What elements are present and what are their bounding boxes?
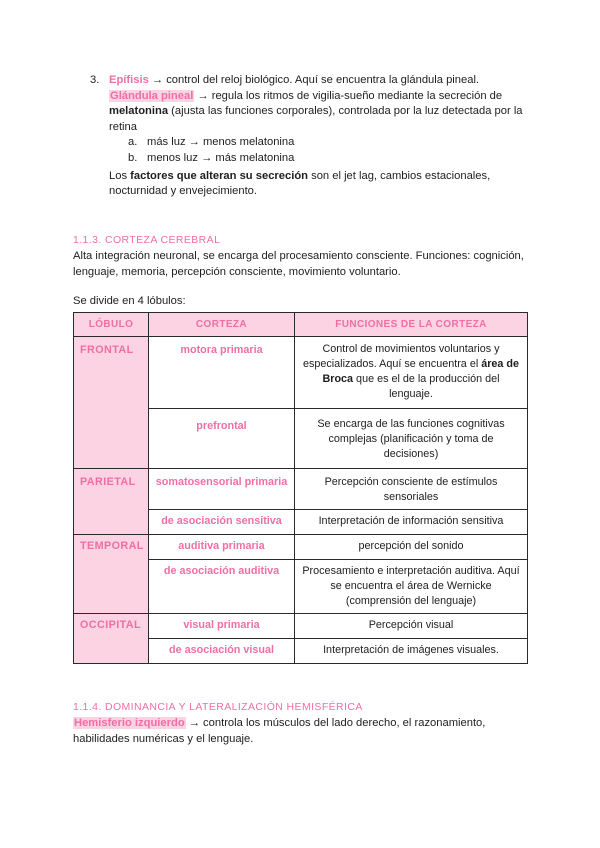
- header-functions: FUNCIONES DE LA CORTEZA: [295, 313, 528, 337]
- sub-item-a: [128, 135, 529, 151]
- table-row: [74, 337, 528, 409]
- function-cell: Percepción consciente de estímulos sensoriales: [295, 469, 528, 510]
- epifisis-term: Epífisis: [109, 74, 149, 86]
- cortex-cell: de asociación visual: [149, 639, 295, 664]
- gland-term: Glándula pineal: [110, 89, 194, 102]
- lobe-parietal: PARIETAL: [74, 469, 149, 535]
- lobes-table: [73, 312, 528, 664]
- cortex-cell: motora primaria: [149, 337, 295, 409]
- function-cell: Procesamiento e interpretación auditiva. Aquí se encuentra el área de Wernicke (comprensión del lenguaje): [295, 560, 528, 614]
- factors-paragraph: [109, 169, 529, 200]
- sub-item-text: más luz → menos melatonina: [147, 136, 295, 149]
- epifisis-line: [109, 73, 529, 89]
- factors-post: son el jet lag, cambios estacionales, nocturnidad y envejecimiento.: [109, 169, 491, 198]
- sub-item-letter: a.: [128, 136, 138, 149]
- table-row: [74, 614, 528, 639]
- table-row: [74, 535, 528, 560]
- list-item-body: [109, 73, 529, 200]
- lobes-intro: Se divide en 4 lóbulos:: [73, 295, 186, 307]
- header-cortex: CORTEZA: [149, 313, 295, 337]
- cortex-cell: prefrontal: [149, 409, 295, 469]
- lobe-temporal: TEMPORAL: [74, 535, 149, 614]
- factors-bold: factores que alteran su secreción: [130, 169, 308, 182]
- table-row: [74, 469, 528, 510]
- dominance-text: → controla los músculos del lado derecho, el razonamiento, habilidades numéricas y el lenguaje.: [73, 717, 486, 745]
- cortex-cell: de asociación auditiva: [149, 560, 295, 614]
- gland-paragraph: [109, 89, 529, 136]
- list-number: 3.: [90, 74, 100, 86]
- section-title-dominance: 1.1.4. DOMINANCIA Y LATERALIZACIÓN HEMISFÉRICA: [73, 701, 363, 713]
- gland-text-b: (ajusta las funciones corporales), controlada por la luz detectada por la retina: [109, 105, 523, 133]
- function-cell: Se encarga de las funciones cognitivas complejas (planificación y toma de decisiones): [295, 409, 528, 469]
- cortex-cell: visual primaria: [149, 614, 295, 639]
- header-lobe: LÓBULO: [74, 313, 149, 337]
- function-text: Control de movimientos voluntarios y especializados. Aquí se encuentra el: [302, 343, 500, 370]
- cortex-cell: de asociación sensitiva: [149, 510, 295, 535]
- function-cell: Interpretación de imágenes visuales.: [295, 639, 528, 664]
- function-cell: Percepción visual: [295, 614, 528, 639]
- sub-item-b: [128, 151, 529, 167]
- function-cell: Interpretación de información sensitiva: [295, 510, 528, 535]
- section-title-cortex: 1.1.3. CORTEZA CEREBRAL: [73, 234, 221, 246]
- cortex-intro: Alta integración neuronal, se encarga del procesamiento consciente. Funciones: cognición, lenguaje, memoria, percepción consciente, movimiento voluntario.: [73, 250, 524, 278]
- function-cell: [295, 337, 528, 409]
- function-cell: percepción del sonido: [295, 535, 528, 560]
- epifisis-text: → control del reloj biológico. Aquí se encuentra la glándula pineal.: [148, 74, 480, 86]
- left-hemisphere-term: Hemisferio izquierdo: [74, 717, 185, 729]
- cortex-cell: somatosensorial primaria: [149, 469, 295, 510]
- sub-item-text: menos luz → más melatonina: [147, 151, 295, 164]
- dominance-paragraph: [73, 716, 528, 747]
- melatonin-term: melatonina: [109, 105, 169, 118]
- sub-item-letter: b.: [128, 151, 138, 164]
- gland-text-a: → regula los ritmos de vigilia-sueño mediante la secreción de: [194, 89, 503, 102]
- function-text: que es el de la producción del lenguaje.: [353, 373, 500, 400]
- table-header-row: [74, 313, 528, 337]
- factors-pre: Los: [109, 169, 131, 182]
- lobe-occipital: OCCIPITAL: [74, 614, 149, 664]
- cortex-cell: auditiva primaria: [149, 535, 295, 560]
- lobe-frontal: FRONTAL: [74, 337, 149, 469]
- broca-term: área de Broca: [322, 358, 520, 385]
